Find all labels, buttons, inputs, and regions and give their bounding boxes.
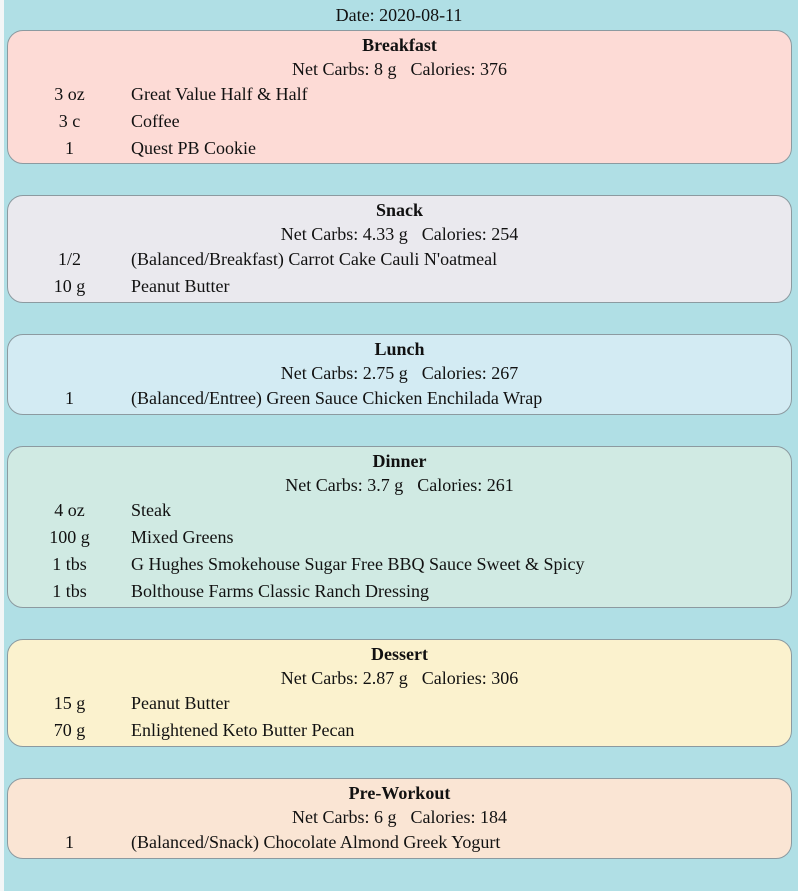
meal-card-lunch (7, 334, 792, 415)
food-quantity: 1/2 (57, 249, 81, 269)
meal-card-pre-workout (7, 778, 792, 859)
calories: Calories: 184 (410, 807, 507, 827)
food-name: Great Value Half & Half (131, 84, 308, 104)
net-carbs: Net Carbs: 4.33 g (280, 224, 408, 244)
food-name: Peanut Butter (131, 276, 230, 296)
net-carbs: Net Carbs: 2.75 g (280, 363, 408, 383)
meal-summary (8, 805, 791, 829)
net-carbs: Net Carbs: 2.87 g (280, 668, 408, 688)
meal-summary (8, 57, 791, 81)
net-carbs: Net Carbs: 8 g (292, 59, 397, 79)
calories: Calories: 267 (421, 363, 519, 383)
calories: Calories: 376 (410, 59, 507, 79)
food-name: Peanut Butter (131, 693, 230, 713)
food-name: G Hughes Smokehouse Sugar Free BBQ Sauce Sweet & Spicy (131, 554, 585, 574)
food-item (8, 717, 791, 744)
food-item (8, 578, 791, 605)
meal-title: Pre-Workout (348, 783, 451, 803)
food-quantity: 1 tbs (52, 554, 87, 574)
net-carbs: Net Carbs: 6 g (292, 807, 397, 827)
food-item (8, 135, 791, 162)
calories: Calories: 261 (417, 475, 514, 495)
food-item (8, 551, 791, 578)
food-item (8, 246, 791, 273)
food-item (8, 524, 791, 551)
food-quantity: 10 g (53, 276, 86, 296)
food-quantity: 1 tbs (52, 581, 87, 601)
calories: Calories: 306 (421, 668, 519, 688)
food-quantity: 70 g (53, 720, 86, 740)
food-item (8, 497, 791, 524)
food-name: Bolthouse Farms Classic Ranch Dressing (131, 581, 429, 601)
food-name: Mixed Greens (131, 527, 234, 547)
meal-card-breakfast (7, 30, 792, 164)
food-item (8, 108, 791, 135)
food-quantity: 4 oz (54, 500, 85, 520)
food-quantity: 100 g (49, 527, 90, 547)
meal-title: Dessert (371, 644, 428, 664)
food-item (8, 385, 791, 412)
meal-title: Snack (375, 200, 424, 220)
food-quantity: 1 (65, 388, 74, 408)
meal-card-dinner (7, 446, 792, 608)
meal-summary (8, 361, 791, 385)
food-name: Steak (131, 500, 171, 520)
meal-summary (8, 666, 791, 690)
food-item (8, 273, 791, 300)
food-quantity: 1 (65, 138, 74, 158)
food-name: (Balanced/Breakfast) Carrot Cake Cauli N'oatmeal (131, 249, 498, 269)
food-item (8, 81, 791, 108)
food-name: (Balanced/Entree) Green Sauce Chicken Enchilada Wrap (131, 388, 543, 408)
net-carbs: Net Carbs: 3.7 g (285, 475, 404, 495)
food-quantity: 15 g (53, 693, 86, 713)
food-item (8, 690, 791, 717)
left-edge-strip (0, 0, 4, 891)
meal-card-snack (7, 195, 792, 303)
food-name: Quest PB Cookie (131, 138, 257, 158)
food-name: Coffee (131, 111, 180, 131)
date-heading: Date: 2020-08-11 (335, 5, 463, 25)
meal-summary (8, 222, 791, 246)
food-name: Enlightened Keto Butter Pecan (131, 720, 355, 740)
meal-summary (8, 473, 791, 497)
meal-title: Dinner (372, 451, 427, 471)
food-quantity: 3 oz (54, 84, 85, 104)
meal-card-dessert (7, 639, 792, 747)
food-quantity: 3 c (58, 111, 81, 131)
food-quantity: 1 (65, 832, 74, 852)
food-item (8, 829, 791, 856)
calories: Calories: 254 (421, 224, 519, 244)
meal-title: Lunch (374, 339, 425, 359)
food-name: (Balanced/Snack) Chocolate Almond Greek Yogurt (131, 832, 501, 852)
meal-title: Breakfast (362, 35, 437, 55)
